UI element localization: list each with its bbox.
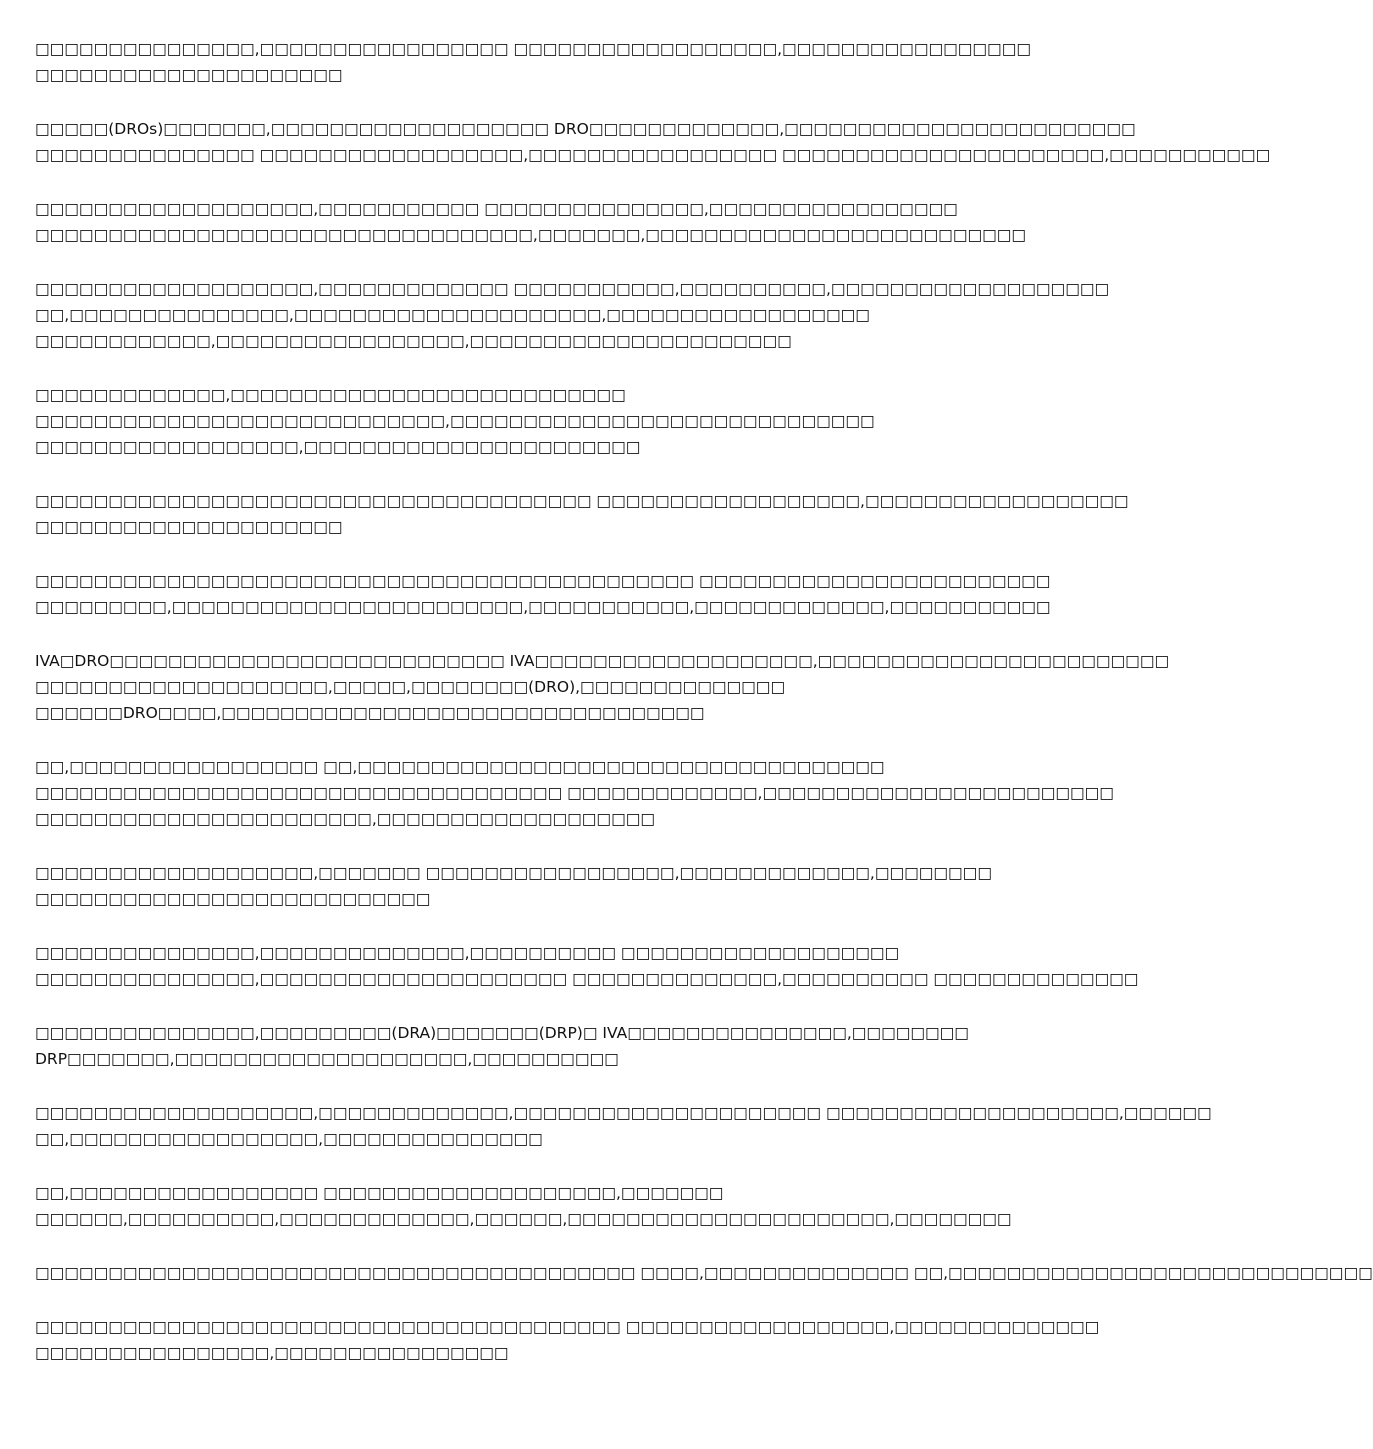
text-line: □□□□□□□□□□□□□□□□□□□,□□□□□□□□□□□ □□□□□□□□□□□□□□□,□□□□□□□□□□□□□□□□□: [35, 200, 958, 218]
text-line: □□□□□□□□□□□□□□□□□□□,□□□□□□□□□□□□□ □□□□□□□□□□□,□□□□□□□□□□,□□□□□□□□□□□□□□□□□□□: [35, 280, 1110, 298]
paragraph-15: [35, 1260, 1373, 1286]
text-line: □□□□□□□□□□□□□□□,□□□□□□□□□□□□□□□□□ □□□□□□□□□□□□□□□□□□,□□□□□□□□□□□□□□□□□: [35, 40, 1031, 58]
paragraph-6: [35, 488, 1129, 540]
paragraph-11: [35, 940, 1139, 992]
text-line: □□□□□□□□□□□□□□□□□□□□□: [35, 66, 343, 84]
paragraph-10: [35, 860, 995, 912]
paragraph-1: [35, 36, 1031, 88]
paragraph-9: [35, 754, 1114, 832]
text-line: □□□□□□□□□□□□□□□□□□,□□□□□□□□□□□□□□□□□□□□□□□: [35, 438, 641, 456]
paragraph-14: [35, 1180, 1012, 1232]
text-line: □□□□□□□□□□□□□□□□□□□□,□□□□□,□□□□□□□□(DRO),□□□□□□□□□□□□□□: [35, 678, 786, 696]
text-line: □□□□□□□□□□□□□□□□□□□□□□□□□□□□□□□□□□□□ □□□□□□□□□□□□□,□□□□□□□□□□□□□□□□□□□□□□□□: [35, 784, 1114, 802]
text-line: □□□□□□□□□□□□□□□□□□□,□□□□□□□ □□□□□□□□□□□□□□□□□,□□□□□□□□□□□□□,□□□□□□□□: [35, 864, 992, 882]
paragraph-4: [35, 276, 1110, 354]
text-line: □□□□□(DROs)□□□□□□□,□□□□□□□□□□□□□□□□□□□ DRO□□□□□□□□□□□□□,□□□□□□□□□□□□□□□□□□□□□□□□: [35, 120, 1136, 138]
text-line: □□□□□□□□□□□□□□□□□□□□□□□,□□□□□□□□□□□□□□□□□□□: [35, 810, 656, 828]
text-line: □□□□□□□□□,□□□□□□□□□□□□□□□□□□□□□□□□,□□□□□□□□□□□,□□□□□□□□□□□□□,□□□□□□□□□□□: [35, 598, 1051, 616]
text-line: □□□□□□□□□□□□□,□□□□□□□□□□□□□□□□□□□□□□□□□□□: [35, 386, 626, 404]
text-line: IVA□DRO□□□□□□□□□□□□□□□□□□□□□□□□□□□ IVA□□□□□□□□□□□□□□□□□□□,□□□□□□□□□□□□□□□□□□□□□□□□: [35, 652, 1170, 670]
text-line: □□,□□□□□□□□□□□□□□□□□,□□□□□□□□□□□□□□□: [35, 1130, 543, 1148]
paragraph-3: [35, 196, 1027, 248]
paragraph-8: [35, 648, 1170, 726]
text-line: □□□□□□□□□□□□,□□□□□□□□□□□□□□□□□,□□□□□□□□□□□□□□□□□□□□□□: [35, 332, 792, 350]
text-line: □□,□□□□□□□□□□□□□□□,□□□□□□□□□□□□□□□□□□□□□,□□□□□□□□□□□□□□□□□□: [35, 306, 870, 324]
paragraph-5: [35, 382, 995, 460]
text-line: □□□□□□□□□□□□□□□□□□□,□□□□□□□□□□□□□,□□□□□□□□□□□□□□□□□□□□□ □□□□□□□□□□□□□□□□□□□□,□□□□□□: [35, 1104, 1212, 1122]
text-line: □□□□□□□□□□□□□□□□□□□□□□□□□□□: [35, 890, 431, 908]
text-line: □□□□□□□□□□□□□□□□□□□□□□□□□□□□□□□□□□,□□□□□□□,□□□□□□□□□□□□□□□□□□□□□□□□□□: [35, 226, 1027, 244]
text-line: □□,□□□□□□□□□□□□□□□□□ □□,□□□□□□□□□□□□□□□□□□□□□□□□□□□□□□□□□□□□: [35, 758, 885, 776]
paragraph-2: [35, 116, 1271, 168]
paragraph-12: [35, 1020, 995, 1072]
text-line: □□□□□□,□□□□□□□□□□,□□□□□□□□□□□□□,□□□□□□,□□□□□□□□□□□□□□□□□□□□□□,□□□□□□□□: [35, 1210, 1012, 1228]
paragraph-7: [35, 568, 1051, 620]
text-line: □□□□□□□□□□□□□□□□□□□□□: [35, 518, 343, 536]
text-line: □□□□□□□□□□□□□□□□□□□□□□□□□□□□□□□□□□□□□□ □□□□□□□□□□□□□□□□□□,□□□□□□□□□□□□□□□□□□: [35, 492, 1129, 510]
text-line: □□□□□□DRO□□□□,□□□□□□□□□□□□□□□□□□□□□□□□□□□□□□□□□: [35, 704, 705, 722]
text-line: □□□□□□□□□□□□□□□ □□□□□□□□□□□□□□□□□□,□□□□□□□□□□□□□□□□□ □□□□□□□□□□□□□□□□□□□□□□,□□□□□□□□□□□: [35, 146, 1271, 164]
text-line: □□,□□□□□□□□□□□□□□□□□ □□□□□□□□□□□□□□□□□□□□,□□□□□□□: [35, 1184, 724, 1202]
text-line: □□□□□□□□□□□□□□□□□□□□□□□□□□□□,□□□□□□□□□□□□□□□□□□□□□□□□□□□□□: [35, 412, 875, 430]
paragraph-13: [35, 1100, 1212, 1152]
text-line: □□□□□□□□□□□□□□□,□□□□□□□□□□□□□□□□□□□□□ □□□□□□□□□□□□□□,□□□□□□□□□□ □□□□□□□□□□□□□□: [35, 970, 1139, 988]
text-line: □□□□□□□□□□□□□□□□□□□□□□□□□□□□□□□□□□□□□□□□ □□□□□□□□□□□□□□□□□□,□□□□□□□□□□□□□□: [35, 1318, 1100, 1336]
text-line: □□□□□□□□□□□□□□□□,□□□□□□□□□□□□□□□□: [35, 1344, 509, 1362]
text-line: DRP□□□□□□□,□□□□□□□□□□□□□□□□□□□□,□□□□□□□□□□: [35, 1050, 619, 1068]
paragraph-16: [35, 1314, 1100, 1366]
text-line: □□□□□□□□□□□□□□□□□□□□□□□□□□□□□□□□□□□□□□□□□□□□□ □□□□□□□□□□□□□□□□□□□□□□□□: [35, 572, 1051, 590]
text-line: □□□□□□□□□□□□□□□,□□□□□□□□□□□□□□,□□□□□□□□□□ □□□□□□□□□□□□□□□□□□□: [35, 944, 900, 962]
document-page: [35, 36, 1373, 1394]
text-line: □□□□□□□□□□□□□□□,□□□□□□□□□(DRA)□□□□□□□(DRP)□ IVA□□□□□□□□□□□□□□□,□□□□□□□□: [35, 1024, 969, 1042]
text-line: □□□□□□□□□□□□□□□□□□□□□□□□□□□□□□□□□□□□□□□□□ □□□□,□□□□□□□□□□□□□□ □□,□□□□□□□□□□□□□□□□□□□□□□□□□□□□□: [35, 1264, 1373, 1282]
